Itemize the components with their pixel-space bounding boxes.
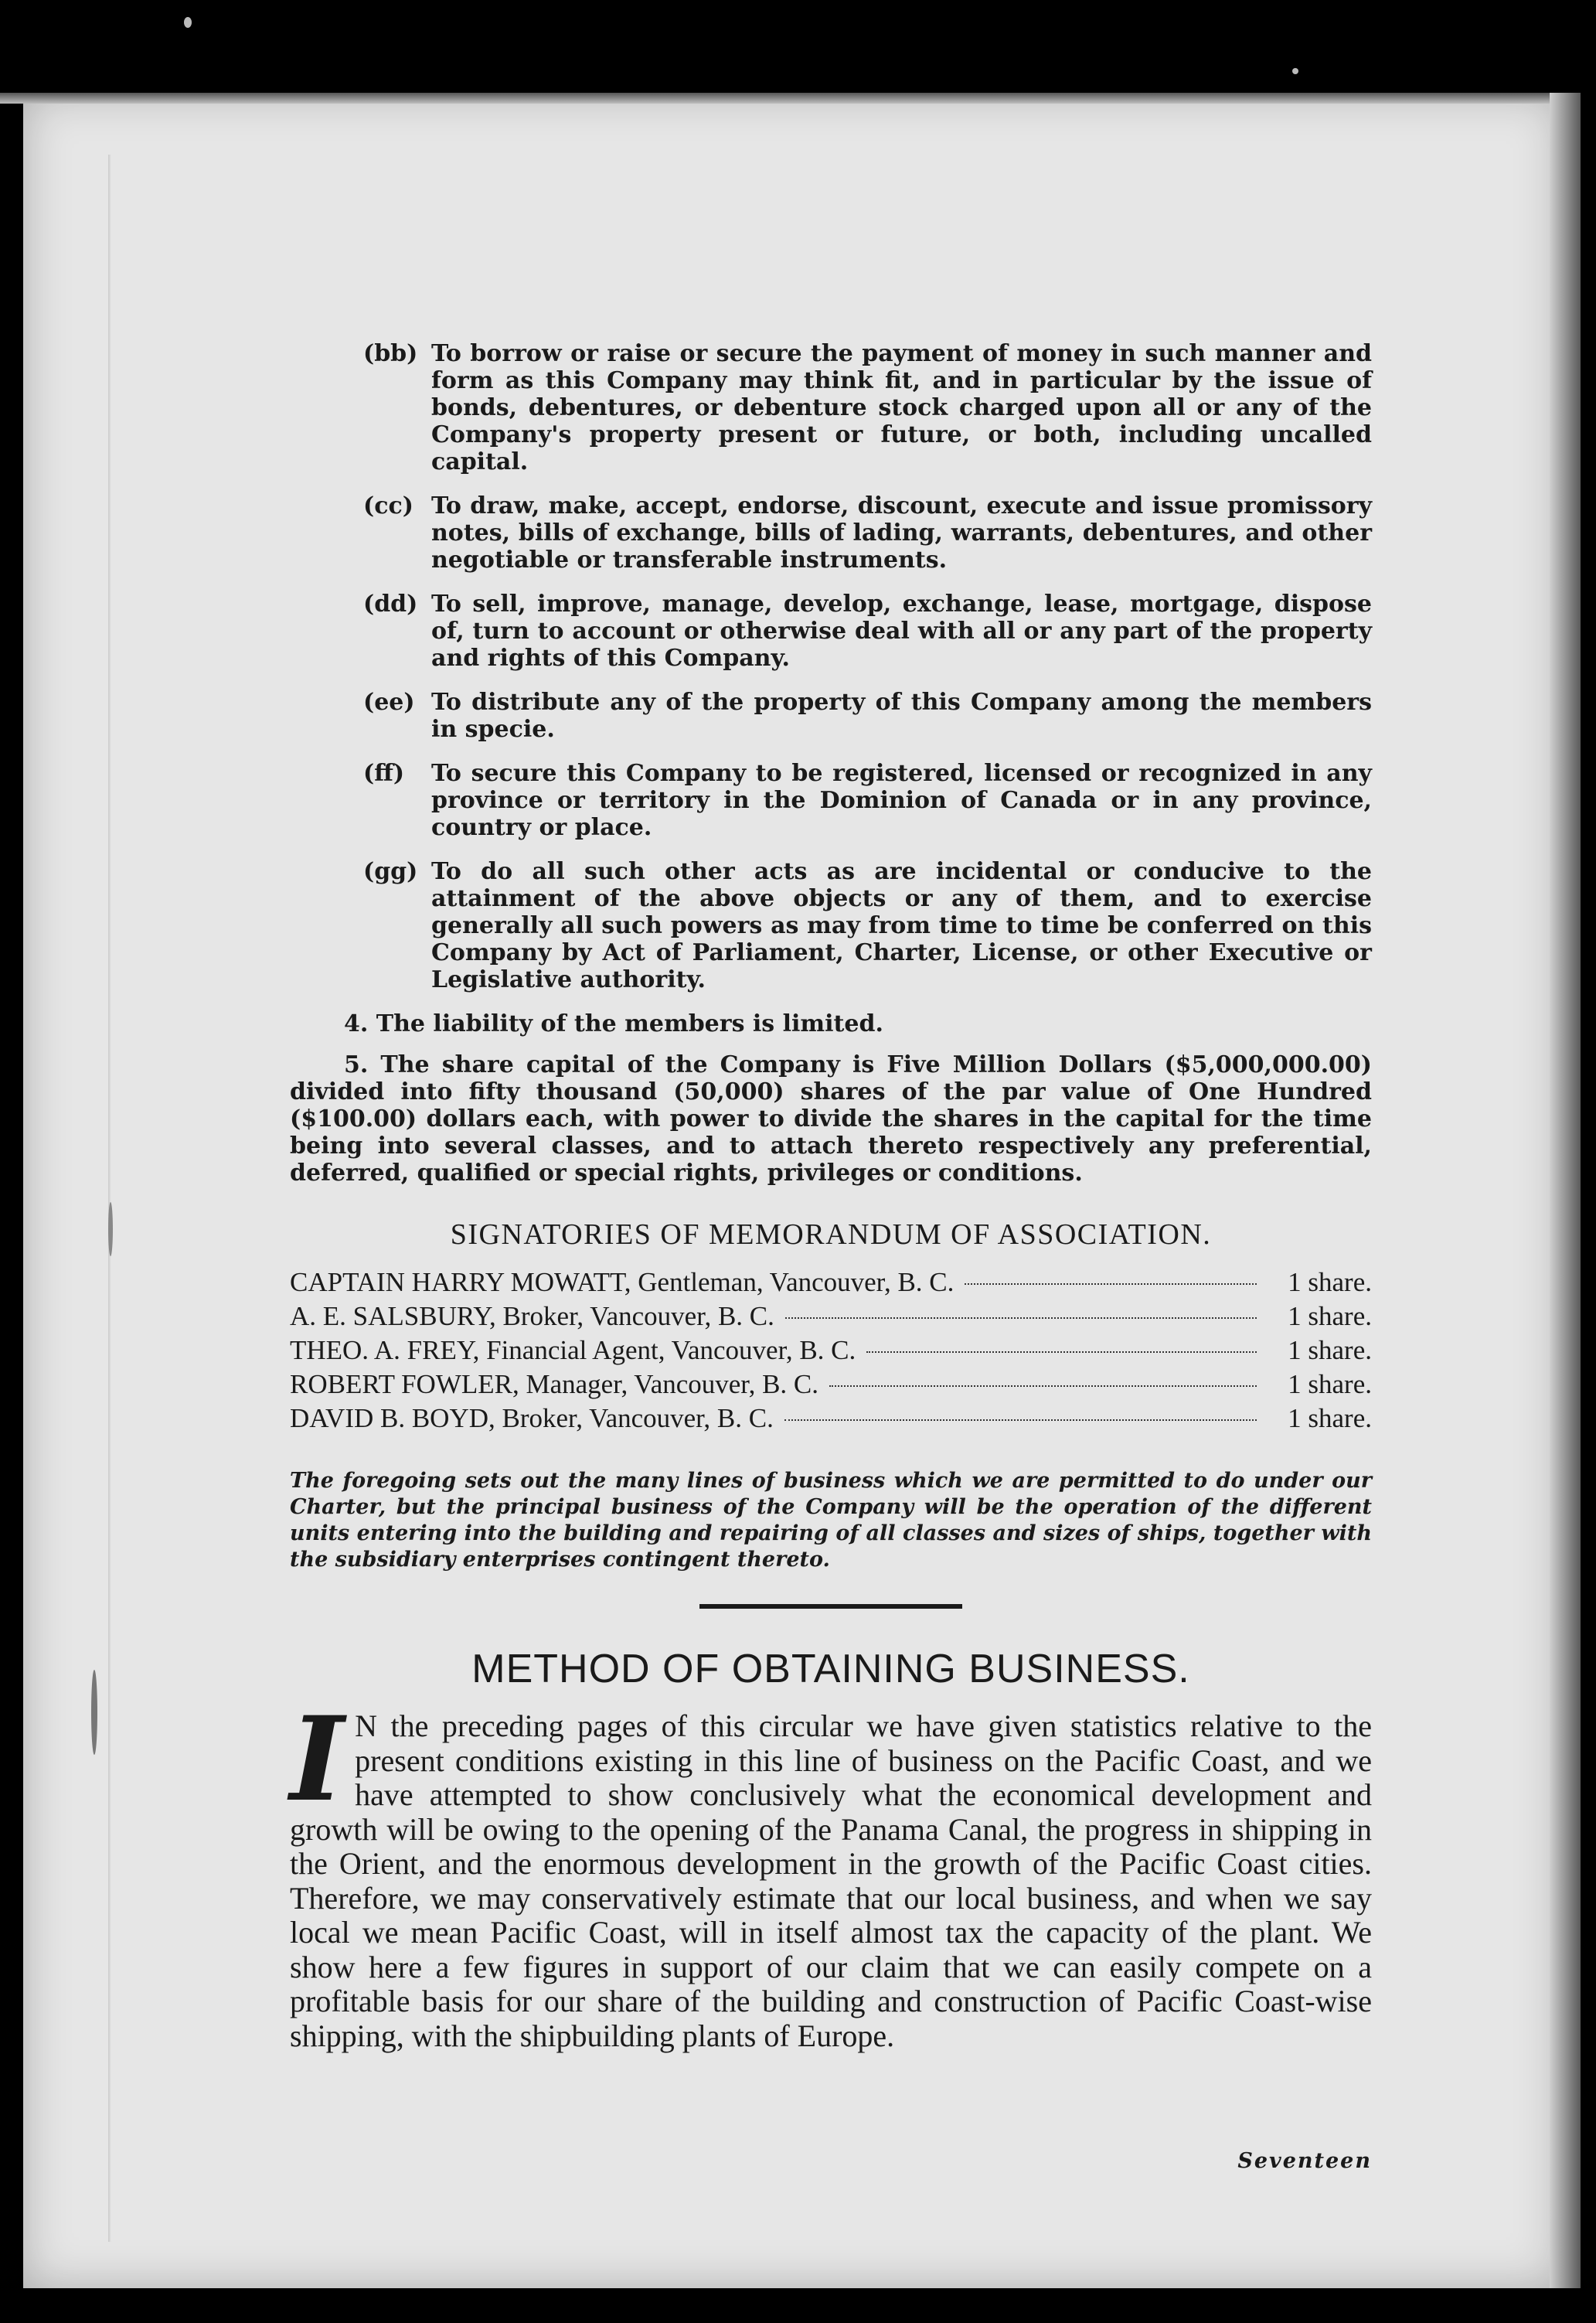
clause-ee — [290, 689, 1372, 743]
section-body — [290, 1691, 1372, 2053]
clause-dd — [290, 591, 1372, 672]
leader-dots — [829, 1385, 1257, 1387]
clause-label: (dd) — [363, 591, 418, 618]
page-content — [290, 340, 1372, 2173]
signatory-row — [290, 1402, 1372, 1436]
signatory-shares: 1 share. — [1288, 1335, 1372, 1365]
business-note: The foregoing sets out the many lines of business which we are permitted to do under our Charter, but the principal business of the Company will be the operation of the different units entering into the building and repairing of all classes and sizes of ships, together with the subsidiary enterprises contingent thereto. — [290, 1469, 1372, 1572]
page-number: Seventeen — [1237, 2149, 1372, 2173]
signatory-shares: 1 share. — [1288, 1301, 1372, 1331]
page-fold — [108, 155, 111, 2242]
clause-text: To distribute any of the property of this Company among the members in specie. — [431, 689, 1372, 743]
signatory-name: A. E. SALSBURY, Broker, Vancouver, B. C. — [290, 1301, 774, 1331]
clause-label: (ee) — [363, 689, 415, 716]
signatory-row — [290, 1334, 1372, 1368]
clause-text: To borrow or raise or secure the payment of money in such manner and form as this Company may think fit, and in particular by the issue of bonds, debentures, or debenture stock charged upon all or any of the Company's property present or future, or both, including uncalled capital. — [431, 340, 1372, 475]
page-right-edge — [1550, 93, 1581, 2288]
scan-speck — [184, 17, 192, 28]
clause-text: To do all such other acts as are incidental or conducive to the attainment of the above objects or any of them, and to exercise generally all such powers as may from time to time be conferred on this Company by Act of Parliament, Charter, License, or other Executive or Legislative authority. — [431, 858, 1372, 993]
scan-speck — [1292, 68, 1298, 74]
clause-label: (ff) — [363, 760, 405, 787]
page-top-edge — [0, 93, 1569, 104]
signatory-shares: 1 share. — [1288, 1267, 1372, 1297]
section-divider — [699, 1604, 962, 1609]
clause-text: To draw, make, accept, endorse, discount, execute and issue promissory notes, bills of exchange, bills of lading, warrants, debentures, and other negotiable or transferable instruments. — [431, 492, 1372, 574]
clause-cc — [290, 492, 1372, 574]
clause-label: (bb) — [363, 340, 418, 367]
clause-text: To secure this Company to be registered, licensed or recognized in any province or territory in the Dominion of Canada or in any province, country or place. — [431, 760, 1372, 841]
leader-dots — [965, 1283, 1257, 1285]
signatory-shares: 1 share. — [1288, 1369, 1372, 1399]
signatory-name: CAPTAIN HARRY MOWATT, Gentleman, Vancouver, B. C. — [290, 1267, 955, 1297]
leader-dots — [866, 1351, 1257, 1353]
liability-paragraph: 4. The liability of the members is limited. — [344, 1010, 883, 1037]
leader-dots — [785, 1317, 1257, 1319]
signatory-shares: 1 share. — [1288, 1403, 1372, 1433]
clause-text: To sell, improve, manage, develop, exchange, lease, mortgage, dispose of, turn to account or otherwise deal with all or any part of the property and rights of this Company. — [431, 591, 1372, 672]
leader-dots — [784, 1419, 1257, 1421]
signatory-row — [290, 1265, 1372, 1299]
signatory-name: DAVID B. BOYD, Broker, Vancouver, B. C. — [290, 1403, 774, 1433]
scan-speck — [91, 1670, 97, 1755]
section-title: METHOD OF OBTAINING BUSINESS. — [471, 1647, 1190, 1691]
signatories-heading: SIGNATORIES OF MEMORANDUM OF ASSOCIATION. — [450, 1218, 1212, 1251]
signatory-name: THEO. A. FREY, Financial Agent, Vancouver, B. C. — [290, 1335, 856, 1365]
clause-bb — [290, 340, 1372, 475]
signatory-name: ROBERT FOWLER, Manager, Vancouver, B. C. — [290, 1369, 819, 1399]
scan-speck — [108, 1202, 113, 1256]
clause-ff — [290, 760, 1372, 841]
drop-cap: I — [290, 1691, 345, 1827]
share-capital-paragraph: 5. The share capital of the Company is Five Million Dollars ($5,000,000.00) divided into fifty thousand (50,000) shares of the par value of One Hundred ($100.00) dollars each, with power to divide the shares in the capital for the time being into several classes, and to attach thereto respectively any preferential, deferred, qualified or special rights, privileges or conditions. — [290, 1051, 1372, 1187]
signatory-row — [290, 1299, 1372, 1334]
section-body-text: N the preceding pages of this circular we have given statistics relative to the present conditions existing in this line of business on the Pacific Coast, and we have attempted to show conclusively what the economical development and growth will be owing to the opening of the Panama Canal, the progress in shipping in the Orient, and the enormous development in the growth of the Pacific Coast cities. Therefore, we may conservatively estimate that our local business, and when we say local we mean Pacific Coast, will in itself almost tax the capacity of the plant. We show here a few figures in support of our claim that we can easily compete on a profitable basis for our share of the building and construction of Pacific Coast-wise shipping, with the shipbuilding plants of Europe. — [290, 1708, 1372, 2053]
clause-gg — [290, 858, 1372, 993]
clause-label: (gg) — [363, 858, 418, 885]
clause-label: (cc) — [363, 492, 413, 519]
signatory-row — [290, 1368, 1372, 1402]
